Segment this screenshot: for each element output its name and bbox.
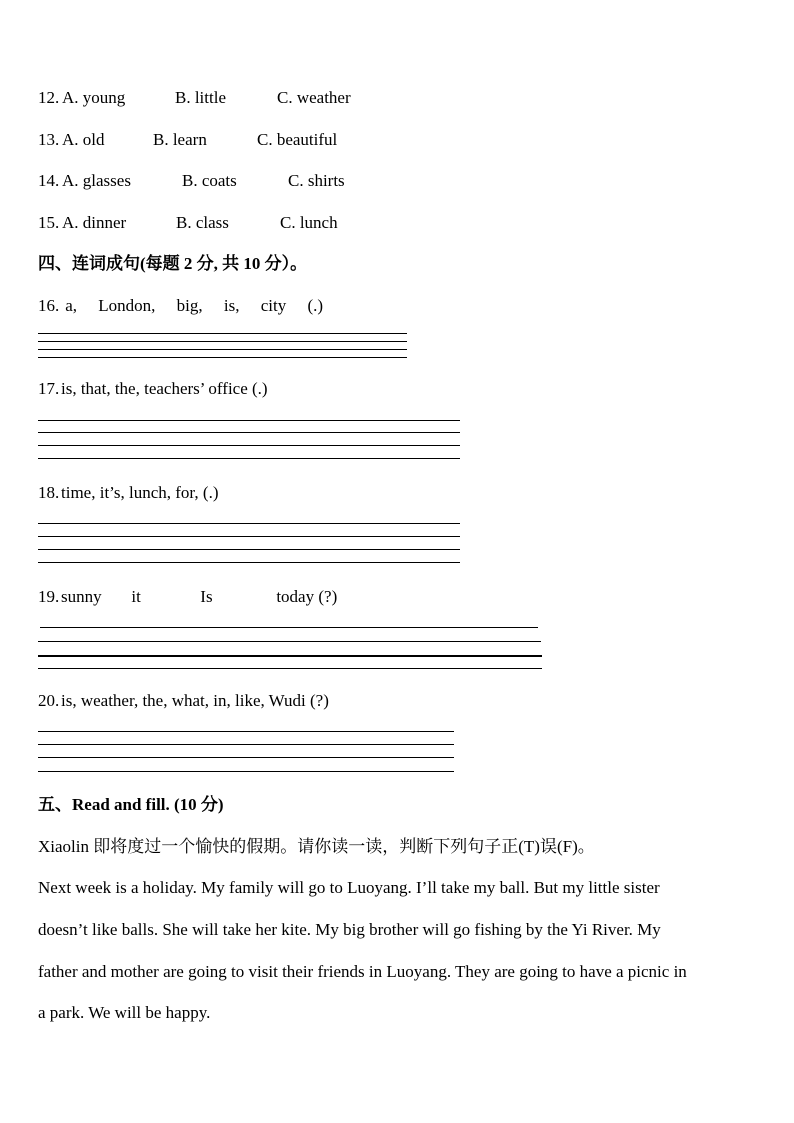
answer-line [38,432,460,433]
question-number: 14. [38,171,60,190]
option-c: C. weather [277,88,351,107]
answer-line [38,420,460,421]
answer-line [38,549,460,550]
answer-line [38,562,460,563]
option-c: C. lunch [280,213,338,232]
answer-line [38,655,542,657]
answer-line [38,731,454,732]
option-a: A. dinner [62,213,127,232]
option-c: C. beautiful [257,130,338,149]
question-number: 12. [38,88,60,107]
word-list: is, weather, the, what, in, like, Wudi (?) [61,691,329,710]
question-number: 15. [38,213,60,232]
answer-line [38,458,460,459]
word-list: a, London, big, is, city (.) [61,296,324,315]
question-number: 16. [38,296,60,315]
answer-line [38,341,407,342]
question-number: 19. [38,587,60,606]
question-number: 17. [38,379,60,398]
answer-line [38,757,454,758]
option-a: A. young [62,88,126,107]
section-5-instruction: Xiaolin 即将度过一个愉快的假期。请你读一读，判断下列句子正(T)误(F)。 [38,837,595,856]
option-a: A. glasses [62,171,131,190]
answer-line [38,641,541,642]
answer-line [38,523,460,524]
section-4-heading: 四、连词成句(每题 2 分, 共 10 分）。 [38,254,308,273]
answer-line [38,349,407,350]
answer-line [38,536,460,537]
passage-line: Next week is a holiday. My family will go to Luoyang. I’ll take my ball. But my little sister [38,878,660,897]
answer-line [40,627,538,628]
section-5-heading: 五、Read and fill. (10 分) [38,795,224,814]
option-b: B. learn [153,130,207,149]
question-number: 20. [38,691,60,710]
answer-line [38,357,407,358]
passage-line: a park. We will be happy. [38,1003,211,1022]
word-list: time, it’s, lunch, for, (.) [61,483,219,502]
answer-line [38,771,454,772]
question-number: 18. [38,483,60,502]
answer-line [38,333,407,334]
option-b: B. little [175,88,226,107]
question-number: 13. [38,130,60,149]
passage-line: doesn’t like balls. She will take her kite. My big brother will go fishing by the Yi River. My [38,920,661,939]
word-list: is, that, the, teachers’ office (.) [61,379,268,398]
option-c: C. shirts [288,171,345,190]
option-a: A. old [62,130,105,149]
answer-line [38,445,460,446]
option-b: B. coats [182,171,237,190]
answer-line [38,668,542,669]
answer-line [38,744,454,745]
passage-line: father and mother are going to visit their friends in Luoyang. They are going to have a picnic in [38,962,687,981]
word-list: sunny it Is today (?) [61,587,338,606]
option-b: B. class [176,213,229,232]
